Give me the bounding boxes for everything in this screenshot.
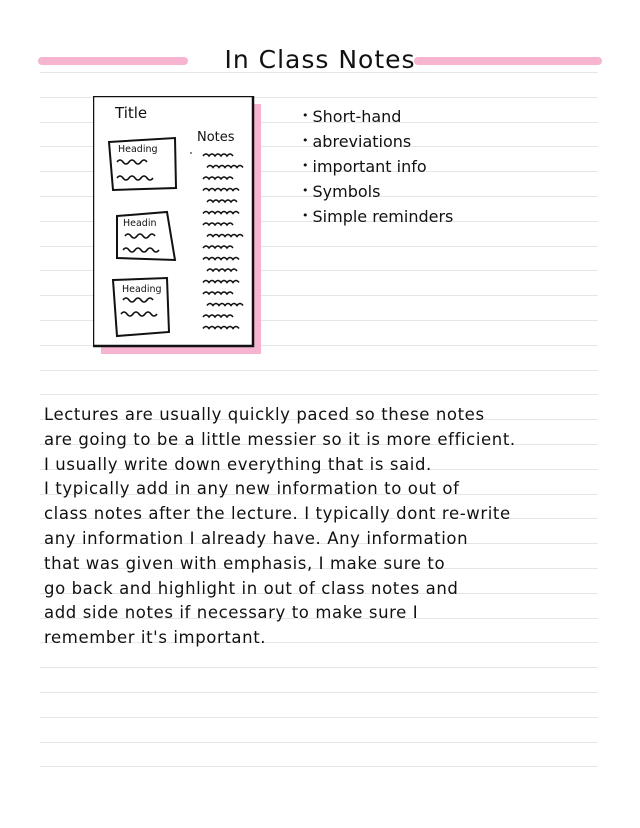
paragraph-line: I typically add in any new information to out of (44, 479, 460, 499)
ruled-line (40, 717, 598, 718)
notes-paragraph (44, 403, 610, 651)
bullet-item: • abreviations (302, 128, 453, 153)
diagram-heading-label: Heading (118, 144, 158, 155)
page-title: In Class Notes (224, 45, 416, 74)
paragraph-line: go back and highlight in out of class notes and (44, 578, 459, 598)
ruled-line (40, 394, 598, 395)
ruled-line (40, 370, 598, 371)
bullet-item: • Symbols (302, 178, 453, 203)
paragraph-line: remember it's important. (44, 628, 267, 648)
ruled-line (40, 667, 598, 668)
diagram-notes-label: Notes (197, 130, 235, 145)
ruled-line (40, 766, 598, 767)
diagram-drawing (93, 96, 265, 356)
ruled-line (40, 742, 598, 743)
bullet-item: • Simple reminders (302, 203, 453, 228)
paragraph-line: I usually write down everything that is said. (44, 454, 432, 474)
ruled-line (40, 692, 598, 693)
paragraph-line: Lectures are usually quickly paced so these notes (44, 405, 485, 424)
diagram-title-label: Title (115, 104, 148, 122)
bullet-item: • important info (302, 153, 453, 178)
bullet-list (302, 103, 453, 228)
cornell-notes-diagram (93, 96, 265, 356)
title-block (38, 40, 602, 80)
diagram-heading-label: Headin (123, 218, 157, 229)
paragraph-line: add side notes if necessary to make sure I (44, 603, 419, 623)
diagram-heading-label: Heading (122, 284, 162, 295)
paragraph-line: that was given with emphasis, I make sure to (44, 553, 446, 573)
paragraph-line: class notes after the lecture. I typically dont re-write (44, 504, 511, 524)
bullet-item: • Short-hand (302, 103, 453, 128)
paragraph-line: any information I already have. Any information (44, 528, 469, 548)
paragraph-line: are going to be a little messier so it is more efficient. (44, 429, 516, 449)
